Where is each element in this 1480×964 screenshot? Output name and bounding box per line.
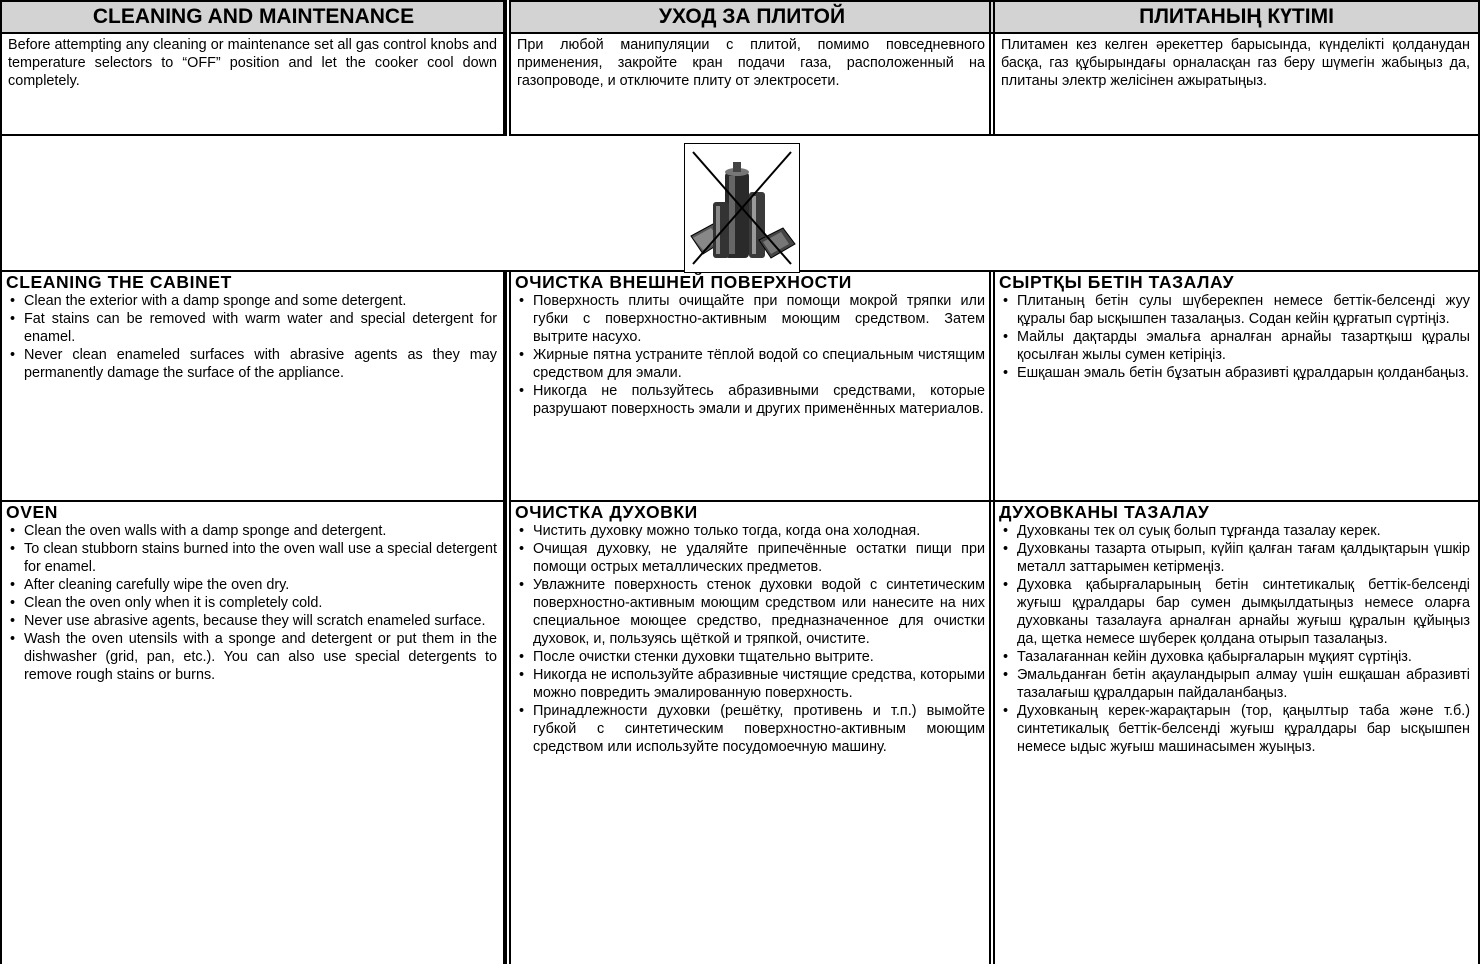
intro-ru: При любой манипуляции с плитой, помимо повседневного применения, закройте кран подачи газа, расположенный на газопроводе, и отключите плиту от электросети.	[509, 34, 995, 136]
header-kk: ПЛИТАНЫҢ КҮТІМІ	[993, 0, 1480, 34]
cabinet-kk-cell	[993, 272, 1480, 502]
list-item: • After cleaning carefully wipe the oven dry.	[24, 576, 497, 594]
list-item: • Никогда не пользуйтесь абразивными средствами, которые разрушают поверхность эмали и других применённых материалов.	[533, 382, 985, 418]
list-item: • Духовканы тазарта отырып, күйіп қалған тағам қалдықтарын үшкір металл заттарымен кетірмеңіз.	[1017, 540, 1470, 576]
list-item: • Увлажните поверхность стенок духовки водой с синтетическим поверхностно-активным моющим средством или нанесите на них специальное моющее средство, предназначенное для очистки духовок, и, пользуясь щёткой и тряпкой, очистите.	[533, 576, 985, 648]
list-item: • Принадлежности духовки (решётку, противень и т.п.) вымойте губкой с синтетическим поверхностно-активным моющим средством или используйте посудомоечную машину.	[533, 702, 985, 756]
list-item: • Очищая духовку, не удаляйте припечённые остатки пищи при помощи острых металлических предметов.	[533, 540, 985, 576]
cabinet-ru-title: ОЧИСТКА ВНЕШНЕЙ ПОВЕРХНОСТИ	[515, 272, 852, 292]
cabinet-en-cell	[0, 272, 507, 502]
list-item: • Clean the exterior with a damp sponge and some detergent.	[24, 292, 497, 310]
list-item: • Эмальданған бетін ақауландырып алмау үшін ешқашан абразивті тазалағыш құралдарын пайдаланбаңыз.	[1017, 666, 1470, 702]
list-item: • Чистить духовку можно только тогда, когда она холодная.	[533, 522, 985, 540]
header-ru: УХОД ЗА ПЛИТОЙ	[509, 0, 995, 34]
header-en: CLEANING AND MAINTENANCE	[0, 0, 507, 34]
oven-en-title: OVEN	[6, 502, 58, 522]
list-item: • Clean the oven only when it is completely cold.	[24, 594, 497, 612]
intro-en: Before attempting any cleaning or maintenance set all gas control knobs and temperature selectors to “OFF” position and let the cooker cool down completely.	[0, 34, 507, 136]
list-item: • Духовканы тек ол суық болып тұрғанда тазалау керек.	[1017, 522, 1470, 540]
oven-kk-list	[995, 522, 1478, 756]
column-divider	[989, 0, 991, 136]
column-divider	[989, 272, 991, 964]
column-divider	[503, 0, 505, 136]
list-item: • После очистки стенки духовки тщательно вытрите.	[533, 648, 985, 666]
cabinet-ru-cell	[509, 272, 995, 502]
list-item: • Майлы дақтарды эмальға арналған арнайы тазартқыш құралы қосылған жылы сумен кетіріңіз.	[1017, 328, 1470, 364]
list-item: • Never use abrasive agents, because they will scratch enameled surface.	[24, 612, 497, 630]
list-item: • To clean stubborn stains burned into the oven wall use a special detergent for enamel.	[24, 540, 497, 576]
oven-en-list	[2, 522, 505, 684]
oven-ru-cell	[509, 502, 995, 964]
cabinet-en-title: CLEANING THE CABINET	[6, 272, 232, 292]
list-item: • Духовканың керек-жарақтарын (тор, қаңылтыр таба және т.б.) синтетикалық беттік-белсенді жуғыш құралдары бар ысқышпен немесе ыдыс жуғыш машинасымен жуыңыз.	[1017, 702, 1470, 756]
column-divider	[503, 272, 505, 964]
cabinet-en-list	[2, 292, 505, 382]
list-item: • Жирные пятна устраните тёплой водой со специальным чистящим средством для эмали.	[533, 346, 985, 382]
list-item: • Никогда не используйте абразивные чистящие средства, которыми можно повредить эмалированную поверхность.	[533, 666, 985, 702]
no-abrasive-cleaners-icon	[684, 143, 800, 273]
list-item: • Тазалағаннан кейін духовка қабырғаларын мұқият сүртіңіз.	[1017, 648, 1470, 666]
list-item: • Духовка қабырғаларының бетін синтетикалық беттік-белсенді жуғыш құралдары бар сумен дымқылдатыңыз немесе оларға духовканы тазалауға арналған арнайы жуғыш құралын құйыңыз да, щетка немесе шүберек қолдана отырып тазалаңыз.	[1017, 576, 1470, 648]
list-item: • Clean the oven walls with a damp sponge and detergent.	[24, 522, 497, 540]
cabinet-ru-list	[511, 292, 993, 418]
oven-ru-title: ОЧИСТКА ДУХОВКИ	[515, 502, 698, 522]
list-item: • Wash the oven utensils with a sponge and detergent or put them in the dishwasher (grid, pan, etc.). You can also use special detergents to remove rough stains or burns.	[24, 630, 497, 684]
list-item: • Ешқашан эмаль бетін бұзатын абразивті құралдарын қолданбаңыз.	[1017, 364, 1470, 382]
intro-kk: Плитамен кез келген әрекеттер барысында, күнделікті қолданудан басқа, газ құбырындағы орналасқан газ беру шүмегін жабыңыз да, плитаны электр желісінен ажыратыңыз.	[993, 34, 1480, 136]
cabinet-kk-title: СЫРТҚЫ БЕТІН ТАЗАЛАУ	[999, 272, 1235, 292]
oven-en-cell	[0, 502, 507, 964]
cabinet-kk-list	[995, 292, 1478, 382]
oven-ru-list	[511, 522, 993, 756]
list-item: • Плитаның бетін сулы шүберекпен немесе беттік-белсенді жуу құралы бар ысқышпен тазалаңыз. Содан кейін құрғатып сүртіңіз.	[1017, 292, 1470, 328]
list-item: • Fat stains can be removed with warm water and special detergent for enamel.	[24, 310, 497, 346]
oven-kk-cell	[993, 502, 1480, 964]
list-item: • Never clean enameled surfaces with abrasive agents as they may permanently damage the surface of the appliance.	[24, 346, 497, 382]
oven-kk-title: ДУХОВКАНЫ ТАЗАЛАУ	[999, 502, 1210, 522]
list-item: • Поверхность плиты очищайте при помощи мокрой тряпки или губки с поверхностно-активным моющим средством. Затем вытрите насухо.	[533, 292, 985, 346]
